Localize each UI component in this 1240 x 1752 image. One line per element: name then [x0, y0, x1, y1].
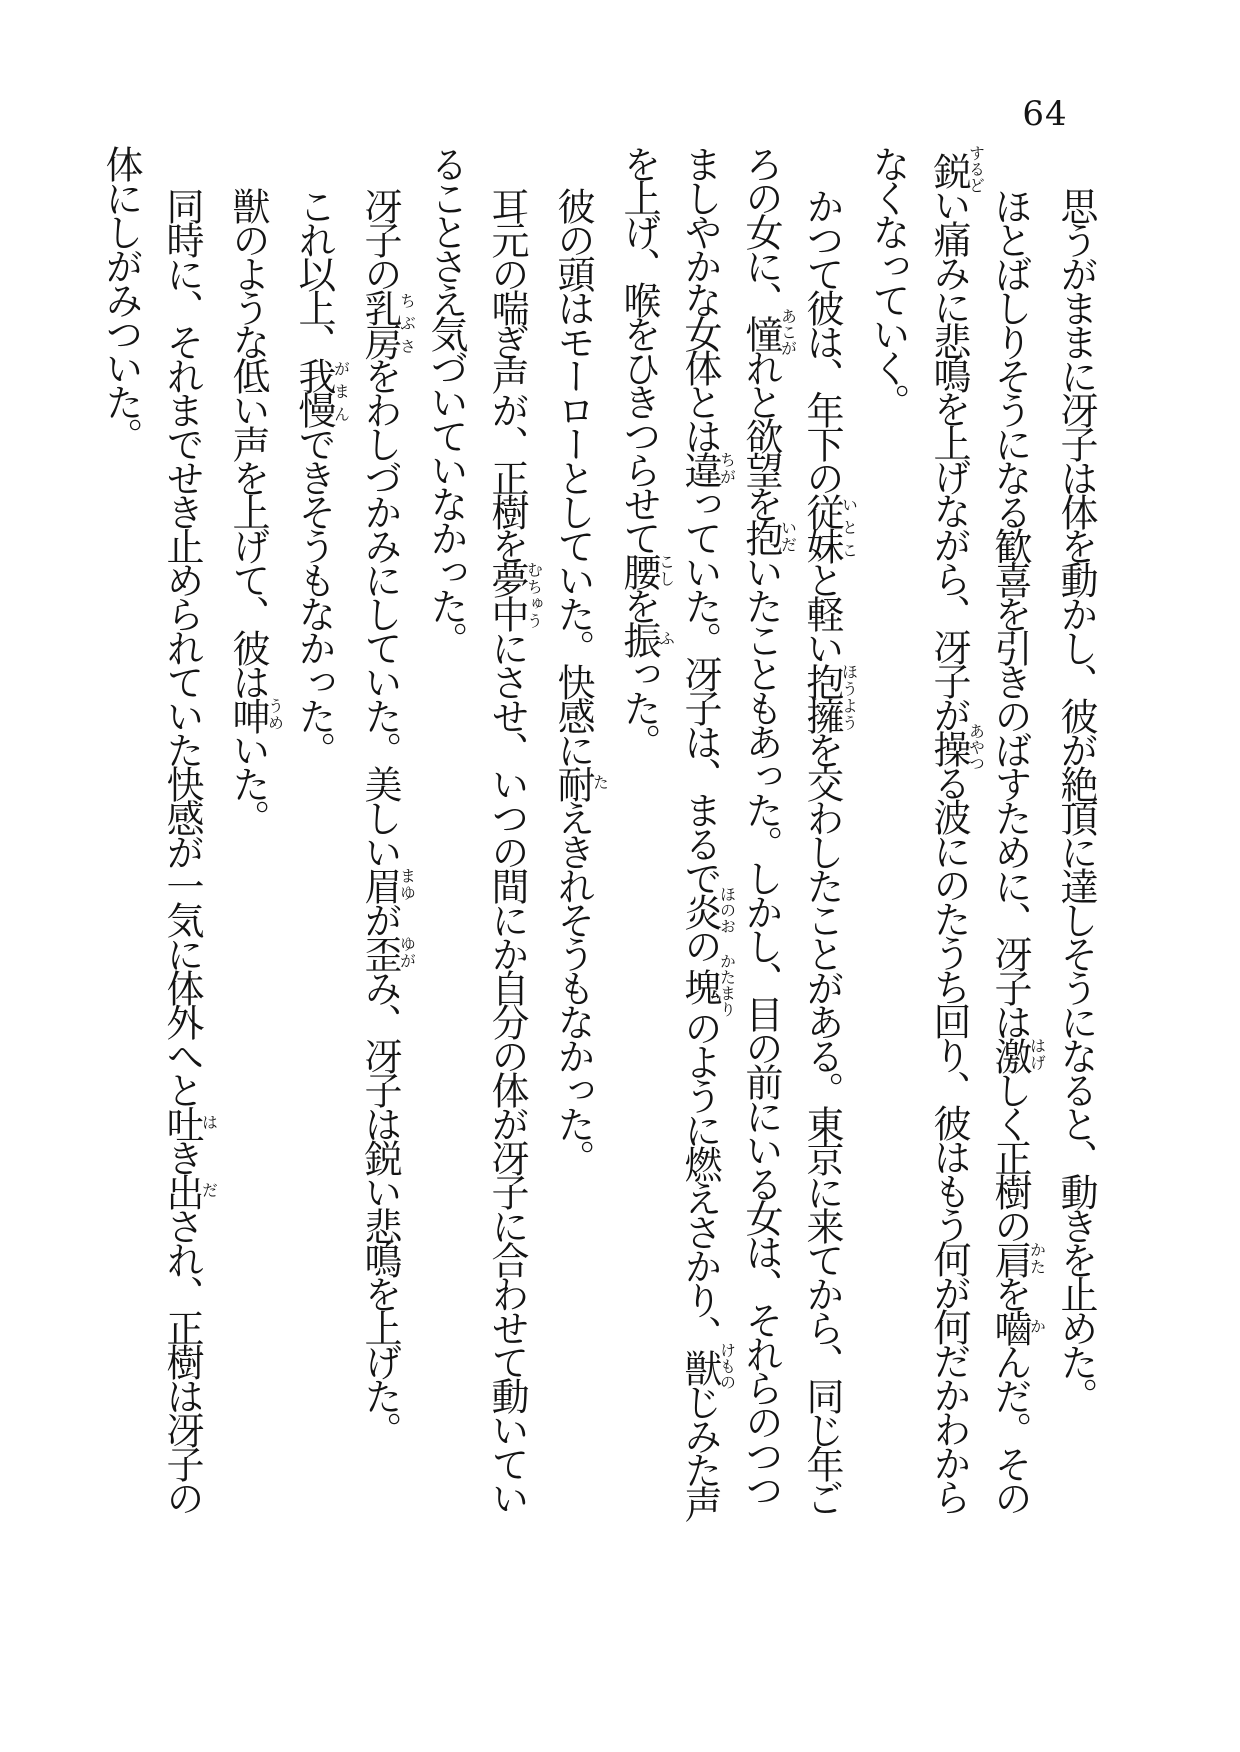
furigana: か — [1027, 1308, 1047, 1343]
paragraph: 獣のような低い声を上げて、彼は呻うめいた。 — [226, 186, 285, 833]
furigana: むちゅう — [524, 560, 544, 629]
ruby-annotated-word: 腰こし — [617, 553, 676, 587]
ruby-annotated-word: 吐は — [160, 1104, 219, 1139]
furigana: た — [590, 764, 610, 799]
furigana: ちぶさ — [397, 288, 417, 357]
ruby-annotated-word: 違ちが — [678, 451, 737, 485]
furigana: こし — [656, 553, 676, 587]
ruby-annotated-word: 激はげ — [988, 1036, 1047, 1071]
furigana: うめ — [265, 696, 285, 731]
paragraph: 耳元の喘ぎ声が、正樹を夢中むちゅうにさせ、いつの間にか自分の体が冴子に合わせて動いていることさえ気づいていなかった。 — [424, 145, 544, 1513]
ruby-annotated-word: 歪ゆが — [358, 934, 417, 969]
ruby-annotated-word: 夢中むちゅう — [485, 560, 544, 629]
paragraph: かつて彼は、年下の従妹いとこと軽い抱擁ほうようを交わしたことがある。東京に来てから、同じ年ごろの女に、憧あこがれと欲望を抱いだいたこともあった。しかし、目の前にいる女は、それらのつつましやかな女体とは違ちがっていた。冴子は、まるで炎ほのおの塊かたまりのように燃えさかり、獣けものじみた声を上げ、喉をひきつらせて腰こしを振ふった。 — [617, 145, 859, 1519]
ruby-annotated-word: 肩かた — [988, 1240, 1047, 1275]
ruby-annotated-word: 憧あこが — [739, 308, 798, 356]
paragraph: 同時に、それまでせき止められていた快感が一気に体外へと吐はき出だされ、正樹は冴子の体にしがみついた。 — [99, 145, 219, 1513]
ruby-annotated-word: 眉まゆ — [358, 866, 417, 901]
furigana: まゆ — [397, 866, 417, 901]
furigana: がまん — [331, 356, 351, 425]
ruby-annotated-word: 操あやつ — [927, 723, 986, 771]
furigana: はげ — [1027, 1036, 1047, 1071]
ruby-annotated-word: 抱いだ — [739, 519, 798, 553]
paragraph: ほとばしりそうになる歓喜を引きのばすために、冴子は激はげしく正樹の肩かたを嚙かんだ。その鋭するどい痛みに悲鳴を上げながら、冴子が操あやつる波にのたうち回り、彼はもう何が何だかわからなくなっていく。 — [866, 145, 1047, 1513]
furigana: ちが — [717, 451, 737, 485]
furigana: ほのお — [717, 886, 737, 934]
ruby-annotated-word: 鋭するど — [927, 145, 986, 193]
furigana: かた — [1027, 1240, 1047, 1275]
ruby-annotated-word: 振ふ — [617, 621, 676, 655]
furigana: かたまり — [717, 953, 737, 1017]
furigana: いだ — [778, 519, 798, 553]
ruby-annotated-word: 従妹いとこ — [800, 492, 859, 561]
ruby-annotated-word: 塊かたまり — [678, 953, 737, 1017]
ruby-annotated-word: 呻うめ — [226, 696, 285, 731]
ruby-annotated-word: 出だ — [160, 1172, 219, 1207]
paragraph: 彼の頭はモーローとしていた。快感に耐たえきれそうもなかった。 — [551, 186, 610, 1173]
paragraph: 思うがままに冴子は体を動かし、彼が絶頂に達しそうになると、動きを止めた。 — [1054, 186, 1098, 1411]
furigana: ほうよう — [839, 662, 859, 731]
furigana: あこが — [778, 308, 798, 356]
ruby-annotated-word: 炎ほのお — [678, 886, 737, 934]
furigana: けもの — [717, 1342, 737, 1390]
ruby-annotated-word: 我慢がまん — [292, 356, 351, 425]
page-number: 64 — [1022, 94, 1068, 134]
furigana: だ — [199, 1172, 219, 1207]
furigana: ゆが — [397, 934, 417, 969]
furigana: は — [199, 1104, 219, 1139]
ruby-annotated-word: 耐た — [551, 764, 610, 799]
vertical-text-block — [90, 145, 1106, 1520]
ruby-annotated-word: 嚙か — [988, 1308, 1047, 1343]
ruby-annotated-word: 抱擁ほうよう — [800, 662, 859, 731]
paragraph: 冴子の乳房ちぶさをわしづかみにしていた。美しい眉まゆが歪ゆがみ、冴子は鋭い悲鳴を上げた。 — [358, 186, 417, 1445]
furigana: ふ — [656, 621, 676, 655]
ruby-annotated-word: 乳房ちぶさ — [358, 288, 417, 357]
furigana: するど — [966, 145, 986, 193]
paragraph: これ以上、我慢がまんできそうもなかった。 — [292, 186, 351, 765]
furigana: いとこ — [839, 492, 859, 561]
furigana: あやつ — [966, 723, 986, 771]
ruby-annotated-word: 獣けもの — [678, 1342, 737, 1390]
